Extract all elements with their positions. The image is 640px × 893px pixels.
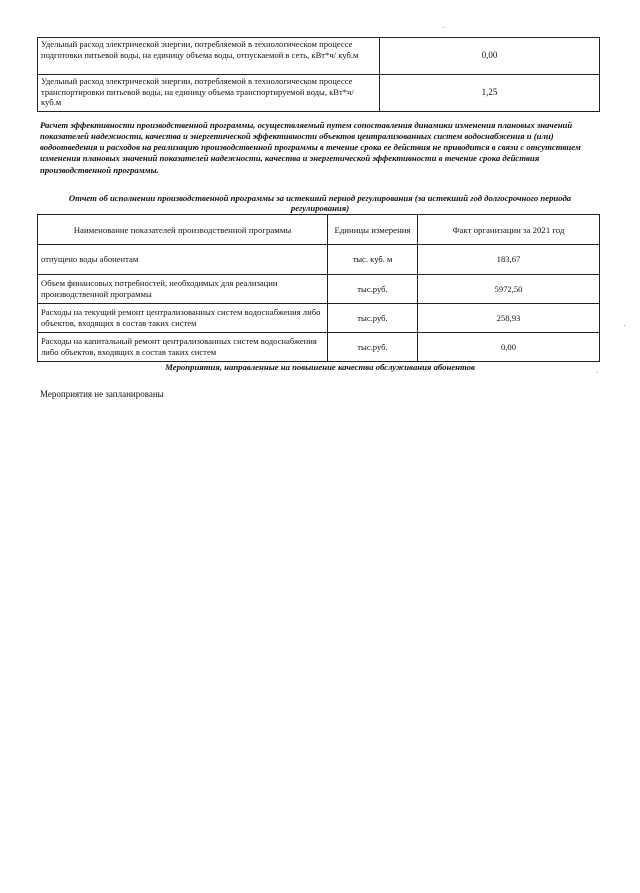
row-value: 0,00 bbox=[418, 333, 600, 362]
row-value: 258,93 bbox=[418, 304, 600, 333]
row-unit: тыс.руб. bbox=[328, 333, 418, 362]
events-text: Мероприятия не запланированы bbox=[40, 389, 164, 399]
row-name: отпущено воды абонентам bbox=[38, 245, 328, 275]
row-value: 183,67 bbox=[418, 245, 600, 275]
table-header-row bbox=[38, 215, 600, 245]
table-row bbox=[38, 75, 600, 112]
header-name: Наименование показателей производственной программы bbox=[38, 215, 328, 245]
header-unit: Единицы измерения bbox=[328, 215, 418, 245]
row-name: Расходы на текущий ремонт централизованных систем водоснабжения либо объектов, входящих в состав таких систем bbox=[38, 304, 328, 333]
row-unit: тыс.руб. bbox=[328, 304, 418, 333]
table-row bbox=[38, 275, 600, 304]
scan-speck bbox=[597, 372, 598, 373]
row-value: 5972,50 bbox=[418, 275, 600, 304]
indicator-value-cell: 1,25 bbox=[380, 75, 600, 112]
row-name: Объем финансовых потребностей, необходимых для реализации производственной программы bbox=[38, 275, 328, 304]
program-report-table bbox=[37, 214, 600, 362]
report-title: Отчет об исполнении производственной программы за истекший период регулирования (за истекший год долгосрочного периода регулирования) bbox=[68, 193, 572, 214]
indicator-name-cell: Удельный расход электрической энергии, потребляемой в технологическом процессе транспортировки питьевой воды, на единицу объема транспортируемой воды, кВт*ч/ куб.м bbox=[38, 75, 380, 112]
table-row bbox=[38, 333, 600, 362]
row-name: Расходы на капитальный ремонт централизованных систем водоснабжения либо объектов, входящих в состав таких систем bbox=[38, 333, 328, 362]
scan-speck bbox=[624, 325, 625, 326]
table-row bbox=[38, 304, 600, 333]
efficiency-paragraph: Расчет эффективности производственной программы, осуществляемый путем сопоставления динамики изменения плановых значений показателей надежности, качества и энергетической эффективности объектов централизованных систем водоснабжения и (или) водоотведения и расходов на реализацию производственной программы в течение срока ее действия не приводится в связи с отсутствием изменения плановых значений показателей надежности, качества и энергетической эффективности в течение срока действия производственной программы. bbox=[40, 120, 581, 175]
energy-consumption-table bbox=[37, 37, 600, 112]
scan-speck bbox=[443, 27, 444, 28]
header-fact: Факт организации за 2021 год bbox=[418, 215, 600, 245]
row-unit: тыс.руб. bbox=[328, 275, 418, 304]
indicator-name-cell: Удельный расход электрической энергии, потребляемой в технологическом процессе подготовки питьевой воды, на единицу объема воды, отпускаемой в сеть, кВт*ч/ куб.м bbox=[38, 38, 380, 75]
table-row bbox=[38, 38, 600, 75]
events-title: Мероприятия, направленные на повышение качества обслуживания абонентов bbox=[165, 362, 475, 372]
table-row bbox=[38, 245, 600, 275]
row-unit: тыс. куб. м bbox=[328, 245, 418, 275]
indicator-value-cell: 0,00 bbox=[380, 38, 600, 75]
